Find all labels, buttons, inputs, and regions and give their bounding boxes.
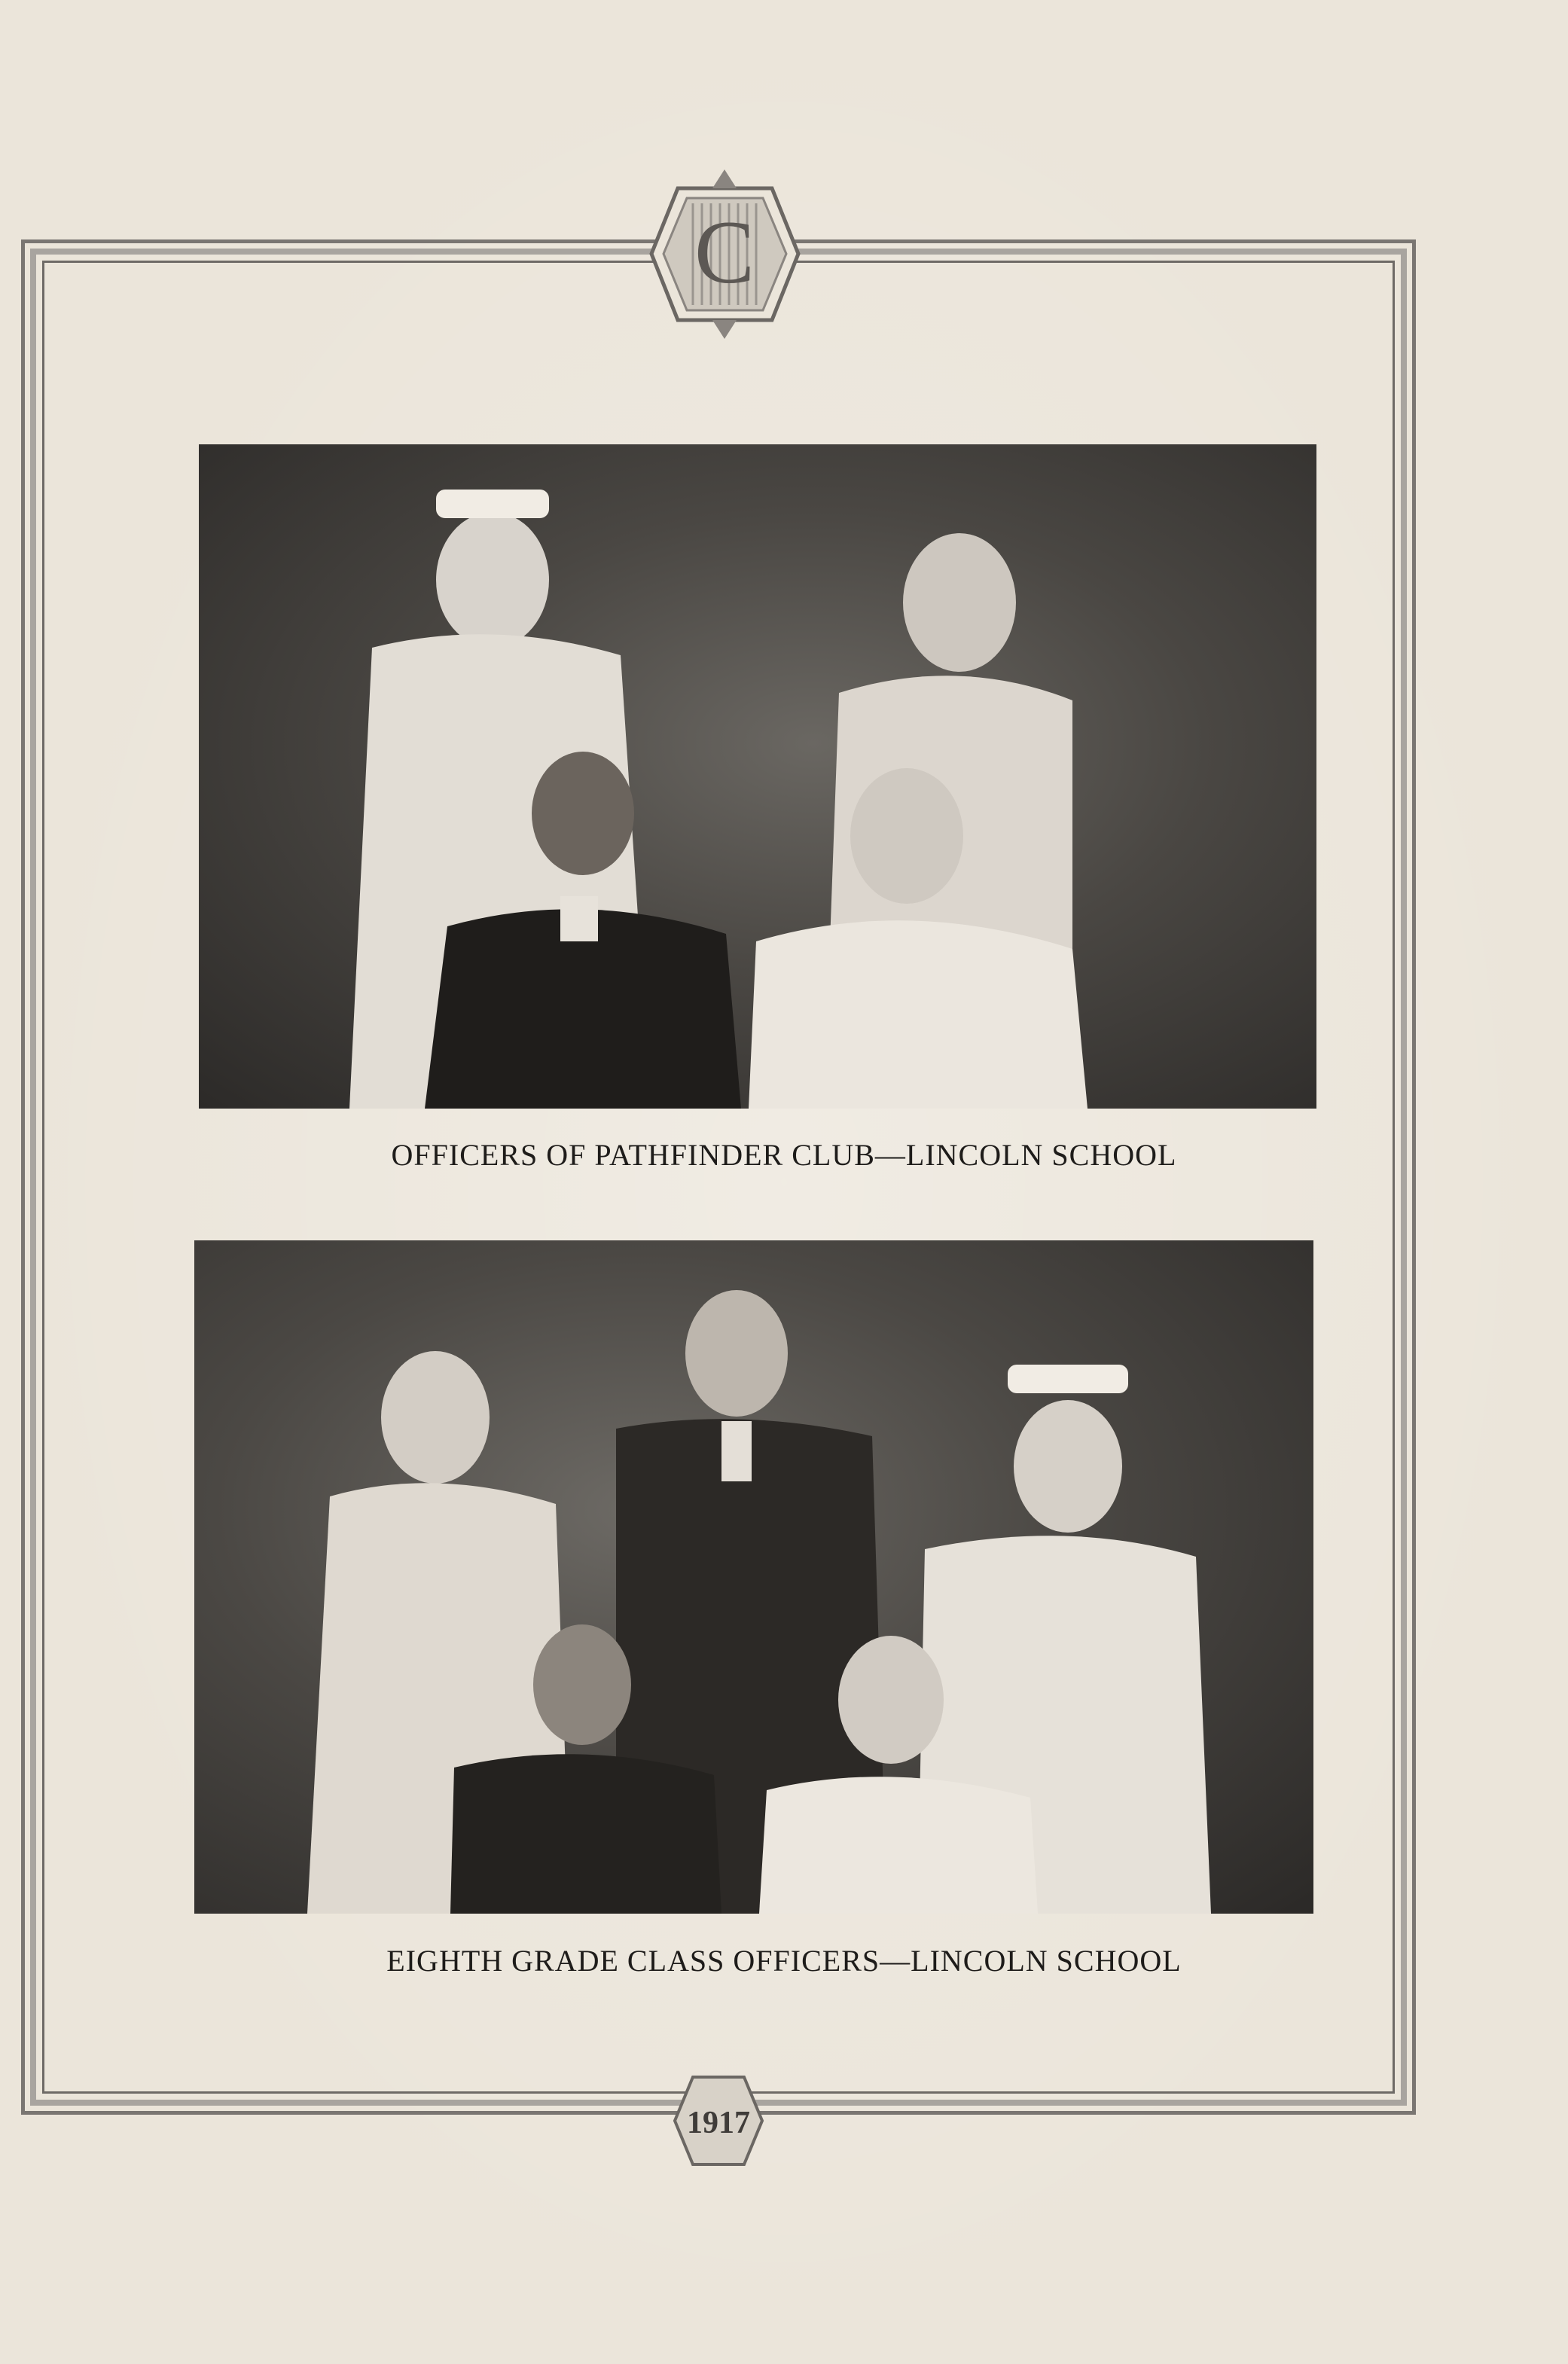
- pathfinder-club-photo: [199, 444, 1316, 1109]
- emblem-letter: C: [694, 202, 755, 302]
- eighth-grade-photo: [194, 1240, 1313, 1914]
- eighth-grade-caption: EIGHTH GRADE CLASS OFFICERS—LINCOLN SCHOOL: [386, 1944, 1182, 1978]
- top-emblem: [648, 169, 802, 339]
- bottom-emblem: [670, 2071, 767, 2170]
- emblem-year: 1917: [687, 2106, 750, 2140]
- pathfinder-club-caption: OFFICERS OF PATHFINDER CLUB—LINCOLN SCHOOL: [391, 1138, 1177, 1172]
